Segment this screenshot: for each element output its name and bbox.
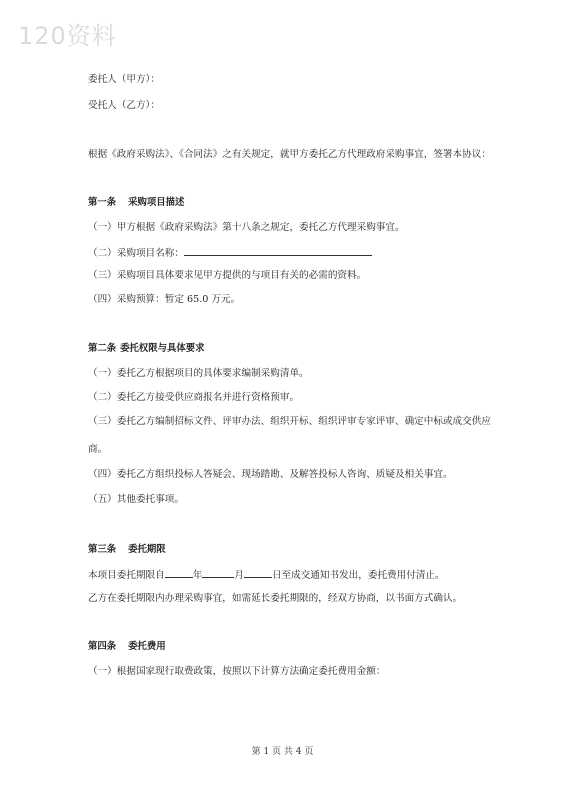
article-4-number: 第四条 xyxy=(88,641,117,652)
article-1-item-3: （三）采购项目具体要求见甲方提供的与项目有关的必需的资料。 xyxy=(88,270,367,281)
term-year-blank[interactable] xyxy=(165,567,193,578)
term-from-label: 本项目委托期限自 xyxy=(88,570,165,581)
article-1-item-1: （一）甲方根据《政府采购法》第十八条之规定，委托乙方代理采购事宜。 xyxy=(88,222,405,233)
article-2-item-3: （三）委托乙方编制招标文件、评审办法、组织开标、组织评审专家评审、确定中标或成交供应 xyxy=(88,416,491,427)
term-year-label: 年 xyxy=(192,570,203,581)
article-2-item-2: （二）委托乙方接受供应商报名并进行资格预审。 xyxy=(88,392,300,403)
article-1-number: 第一条 xyxy=(88,197,117,208)
article-4-item-1: （一）根据国家现行取费政策，按照以下计算方法确定委托费用金额： xyxy=(88,666,386,677)
article-1-heading xyxy=(88,196,184,210)
article-1-item-4: （四）采购预算：暂定 65.0 万元。 xyxy=(88,294,241,305)
article-2-item-3-cont: 商。 xyxy=(88,444,108,455)
term-extension: 乙方在委托期限内办理采购事宜，如需延长委托期限的，经双方协商，以书面方式确认。 xyxy=(88,593,463,604)
article-4-heading xyxy=(88,640,166,654)
article-1-item-2 xyxy=(88,245,372,261)
project-name-blank[interactable] xyxy=(184,245,372,256)
article-3-title: 委托期限 xyxy=(128,544,166,555)
term-month-blank[interactable] xyxy=(202,567,234,578)
project-name-label: （二）采购项目名称： xyxy=(88,248,184,259)
article-2-item-5: （五）其他委托事项。 xyxy=(88,494,184,505)
article-2-number: 第二条 xyxy=(88,343,117,354)
article-2-item-1: （一）委托乙方根据项目的具体要求编制采购清单。 xyxy=(88,368,309,379)
preamble: 根据《政府采购法》、《合同法》之有关规定，就甲方委托乙方代理政府采购事宜，签署本协议： xyxy=(88,149,491,160)
watermark-logo: 120资料 xyxy=(18,22,117,50)
term-end-text: 日至成交通知书发出，委托费用付清止。 xyxy=(271,570,445,581)
article-2-heading xyxy=(88,342,205,356)
agent-line: 受托人（乙方）： xyxy=(88,100,160,111)
article-4-title: 委托费用 xyxy=(128,641,166,652)
term-line xyxy=(88,567,445,583)
article-2-item-4: （四）委托乙方组织投标人答疑会、现场踏勘、及解答投标人咨询、质疑及相关事宜。 xyxy=(88,469,453,480)
principal-line: 委托人（甲方）： xyxy=(88,74,160,85)
page-footer: 第 1 页 共 4 页 xyxy=(251,747,314,757)
article-2-title: 委托权限与具体要求 xyxy=(120,343,205,354)
article-3-heading xyxy=(88,543,166,557)
article-1-title: 采购项目描述 xyxy=(128,197,185,208)
article-3-number: 第三条 xyxy=(88,544,117,555)
term-day-blank[interactable] xyxy=(244,567,272,578)
term-month-label: 月 xyxy=(234,570,244,581)
